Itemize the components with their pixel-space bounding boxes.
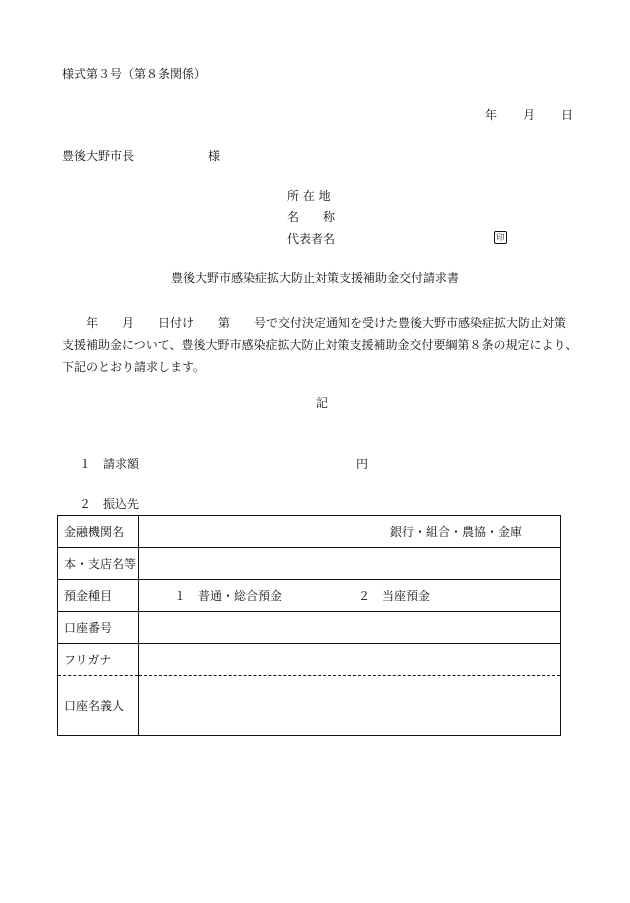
account-number-value-cell xyxy=(139,612,561,644)
table-row xyxy=(58,516,561,548)
bank-account-table xyxy=(57,515,561,736)
form-number: 様式第３号（第８条関係） xyxy=(62,67,207,81)
branch-value-cell xyxy=(139,548,561,580)
date-year: 年 xyxy=(485,108,498,122)
body-line-1: 年 月 日付け 第 号で交付決定通知を受けた豊後大野市感染症拡大防止対策 xyxy=(62,316,567,330)
transfer-number: ２ xyxy=(79,497,92,511)
seal-icon: 印 xyxy=(494,231,507,244)
claim-number: １ xyxy=(79,457,92,471)
claim-label: 請求額 xyxy=(103,457,140,471)
document-title: 豊後大野市感染症拡大防止対策支援補助金交付請求書 xyxy=(170,271,459,285)
claim-unit: 円 xyxy=(356,457,369,471)
furigana-label: フリガナ xyxy=(58,644,139,676)
account-holder-label: 口座名義人 xyxy=(58,676,139,736)
account-holder-value-cell xyxy=(139,676,561,736)
account-number-label: 口座番号 xyxy=(58,612,139,644)
body-line-2: 支援補助金について、豊後大野市感染症拡大防止対策支援補助金交付要綱第８条の規定により、 xyxy=(62,338,578,352)
applicant-representative-label: 代表者名 xyxy=(287,232,336,246)
addressee-name: 豊後大野市長 xyxy=(62,149,135,163)
institution-types: 銀行・組合・農協・金庫 xyxy=(139,516,561,548)
date-day: 日 xyxy=(561,108,574,122)
institution-label: 金融機関名 xyxy=(58,516,139,548)
addressee-honorific: 様 xyxy=(208,149,221,163)
body-line-3: 下記のとおり請求します。 xyxy=(62,360,206,374)
date-month: 月 xyxy=(523,108,536,122)
ki-heading: 記 xyxy=(316,396,329,410)
deposit-type-label: 預金種目 xyxy=(58,580,139,612)
body-text xyxy=(62,312,582,378)
deposit-option-ordinary: １ 普通・総合預金 xyxy=(174,588,283,603)
table-row xyxy=(58,548,561,580)
deposit-type-options xyxy=(139,580,561,612)
deposit-option-current: ２ 当座預金 xyxy=(358,588,431,603)
furigana-value-cell xyxy=(139,644,561,676)
applicant-address-label: 所 在 地 xyxy=(287,189,331,203)
branch-label: 本・支店名等 xyxy=(58,548,139,580)
transfer-label: 振込先 xyxy=(103,497,140,511)
applicant-name-label: 名 称 xyxy=(287,210,336,224)
transfer-heading xyxy=(79,498,139,510)
date-line xyxy=(485,109,573,121)
addressee xyxy=(62,150,220,162)
table-row xyxy=(58,612,561,644)
table-row xyxy=(58,644,561,676)
table-row xyxy=(58,580,561,612)
claim-amount-line xyxy=(79,457,369,471)
table-row xyxy=(58,676,561,736)
